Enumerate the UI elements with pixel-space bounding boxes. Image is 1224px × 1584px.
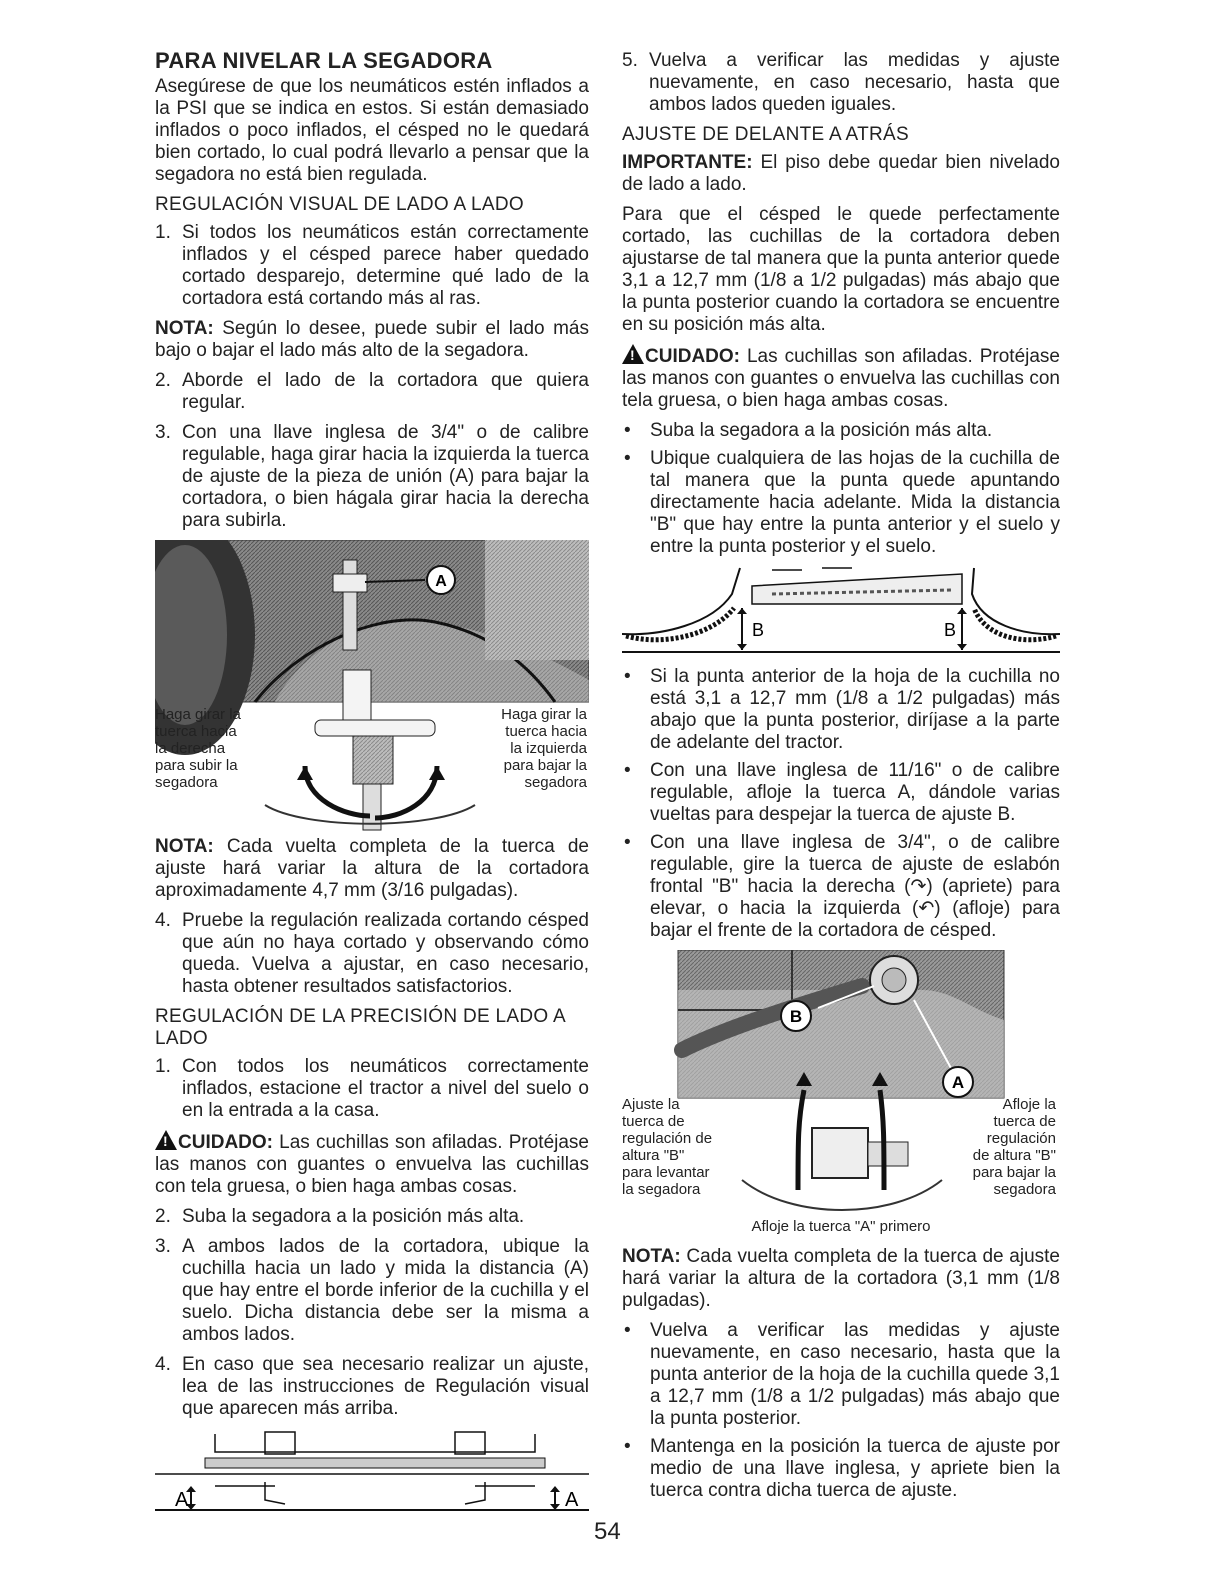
important-label: IMPORTANTE: — [622, 152, 753, 173]
bullet-text: Suba la segadora a la posición más alta. — [650, 420, 993, 441]
deck-front-back-diagram — [622, 564, 1060, 656]
steps-list-2 — [155, 370, 589, 532]
step-number: 1. — [155, 222, 171, 243]
bullet-marker: • — [624, 1436, 631, 1457]
callout-b-label: B — [789, 1007, 803, 1026]
measure-a-left: A — [175, 1489, 189, 1511]
bullet-item — [622, 760, 1060, 826]
bullet-list-3 — [622, 1320, 1060, 1502]
step-number: 3. — [155, 1236, 171, 1257]
note-text: Cada vuelta completa de la tuerca de ajuste hará variar la altura de la cortadora aproximadamente 4,7 mm (3/16 pulgadas). — [155, 836, 589, 901]
steps-list-4 — [155, 1056, 589, 1122]
note-text: Cada vuelta completa de la tuerca de ajuste hará variar la altura de la cortadora (3,1 mm (1/8 pulgadas). — [622, 1246, 1060, 1311]
warning-icon — [622, 344, 644, 364]
step-text: A ambos lados de la cortadora, ubique la cuchilla hacia un lado y mida la distancia (A) que hay entre el borde inferior de la cuchilla y el suelo. Dicha distancia debe ser la misma a ambos lados. — [182, 1236, 589, 1345]
numbered-step — [622, 50, 1060, 116]
page-number: 54 — [594, 1518, 621, 1545]
step-number: 2. — [155, 370, 171, 391]
bullet-item — [622, 420, 1060, 442]
step-text: En caso que sea necesario realizar un ajuste, lea de las instrucciones de Regulación visual que aparecen más arriba. — [182, 1354, 589, 1419]
important-note — [622, 152, 1060, 196]
bullet-list-1 — [622, 420, 1060, 558]
figure-side-measurement — [155, 1430, 589, 1512]
deck-side-diagram — [155, 1430, 589, 1512]
step-text: Pruebe la regulación realizada cortando césped que aún no haya cortado y observando cómo queda. Vuelva a ajustar, en caso necesario, hasta obtener resultados satisfactorios. — [182, 910, 589, 997]
numbered-step — [155, 1236, 589, 1346]
caption-raise-mower: Ajuste la tuerca de regulación de altura "B" para levantar la segadora — [622, 1096, 713, 1198]
bullet-text: Vuelva a verificar las medidas y ajuste nuevamente, en caso necesario, hasta que la punta anterior de la hoja de la cuchilla quede 3,1 a 12,7 mm (1/8 a 1/2 pulgadas) más abajo que la punta posterior. — [650, 1320, 1060, 1429]
step-text: Vuelva a verificar las medidas y ajuste nuevamente, en caso necesario, hasta que ambos lados queden iguales. — [649, 50, 1060, 115]
bullet-marker: • — [624, 666, 631, 687]
bullet-list-2 — [622, 666, 1060, 942]
warning-icon — [155, 1130, 177, 1150]
bullet-item — [622, 1436, 1060, 1502]
bullet-text: Si la punta anterior de la hoja de la cuchilla no está 3,1 a 12,7 mm (1/8 a 1/2 pulgadas) más abajo que la punta posterior, diríjase a la parte de adelante del tractor. — [650, 666, 1060, 753]
bullet-item — [622, 666, 1060, 754]
step-text: Si todos los neumáticos están correctamente inflados y el césped parece haber quedado cortado desparejo, determine qué lado de la cortadora está cortando más al ras. — [182, 222, 589, 309]
step-number: 2. — [155, 1206, 171, 1227]
bullet-marker: • — [624, 832, 631, 853]
numbered-step — [155, 222, 589, 310]
caption-turn-right: Haga girar la tuerca hacia la derecha para subir la segadora — [155, 706, 241, 791]
numbered-step — [155, 422, 589, 532]
steps-list-3 — [155, 910, 589, 998]
bullet-marker: • — [624, 1320, 631, 1341]
bullet-text: Con una llave inglesa de 11/16" o de calibre regulable, afloje la tuerca A, dándole varias vueltas para despejar la tuerca de ajuste B. — [650, 760, 1060, 825]
caution-label: CUIDADO: — [645, 346, 740, 367]
bullet-text: Ubique cualquiera de las hojas de la cuchilla de tal manera que la punta quede apuntando directamente hacia adelante. Mida la distancia "B" que hay entre la punta anterior y el suelo y entre la punta posterior y el suelo. — [650, 448, 1060, 557]
left-column — [155, 50, 589, 1512]
note-label: NOTA: — [622, 1246, 681, 1267]
callout-a-label: A — [951, 1073, 965, 1092]
blade-paragraph: Para que el césped le quede perfectamente cortado, las cuchillas de la cortadora deben ajustarse de tal manera que la punta anterior quede 3,1 a 12,7 mm (1/8 a 1/2 pulgadas) más abajo que la punta posterior cuando la cortadora se encuentre en su posición más alta. — [622, 204, 1060, 335]
bullet-item — [622, 448, 1060, 558]
caution-note — [622, 344, 1060, 412]
step-text: Suba la segadora a la posición más alta. — [182, 1206, 525, 1227]
bullet-item — [622, 832, 1060, 942]
measure-b-rear: B — [944, 620, 957, 640]
step-number: 5. — [622, 50, 638, 71]
figure-front-link-adjustment — [622, 950, 1060, 1240]
caution-note — [155, 1130, 589, 1198]
caption-lower-mower: Afloje la tuerca de regulación de altura "B" para bajar la segadora — [972, 1096, 1056, 1198]
important-text: El piso debe quedar bien nivelado de lado a lado. — [622, 152, 1060, 195]
measure-a-right: A — [565, 1489, 579, 1511]
step-text: Aborde el lado de la cortadora que quiera regular. — [182, 370, 589, 413]
note-text: Según lo desee, puede subir el lado más bajo o bajar el lado más alto de la segadora. — [155, 318, 589, 361]
steps-list-1 — [155, 222, 589, 310]
note-1 — [155, 318, 589, 362]
caution-label: CUIDADO: — [178, 1132, 273, 1153]
right-column — [622, 50, 1060, 1508]
front-back-heading: AJUSTE DE DELANTE A ATRÁS — [622, 124, 909, 145]
steps-list-top — [622, 50, 1060, 116]
numbered-step — [155, 910, 589, 998]
bullet-item — [622, 1320, 1060, 1430]
note-label: NOTA: — [155, 836, 214, 857]
bullet-marker: • — [624, 448, 631, 469]
callout-a-label: A — [435, 573, 447, 590]
steps-list-5 — [155, 1206, 589, 1420]
bullet-text: Con una llave inglesa de 3/4", o de calibre regulable, gire la tuerca de ajuste de eslabón frontal "B" hacia la derecha (↷) (apriete) para elevar, o hacia la izquierda (↶) (afloje) para bajar el frente de la cortadora de césped. — [650, 832, 1060, 941]
step-number: 1. — [155, 1056, 171, 1077]
figure-front-back-measurement — [622, 564, 1060, 656]
precision-heading: REGULACIÓN DE LA PRECISIÓN DE LADO A LADO — [155, 1006, 565, 1049]
bullet-text: Mantenga en la posición la tuerca de ajuste por medio de una llave inglesa, y apriete bien la tuerca contra dicha tuerca de ajuste. — [650, 1436, 1060, 1501]
section-title: PARA NIVELAR LA SEGADORA — [155, 48, 493, 73]
note-label: NOTA: — [155, 318, 214, 339]
note-2 — [155, 836, 589, 902]
step-text: Con una llave inglesa de 3/4" o de calibre regulable, haga girar hacia la izquierda la tuerca de ajuste de la pieza de unión (A) para bajar la cortadora, o bien hágala girar hacia la derecha para subirla. — [182, 422, 589, 531]
note-3 — [622, 1246, 1060, 1312]
caption-turn-left: Haga girar la tuerca hacia la izquierda para bajar la segadora — [501, 706, 587, 791]
figure-adjustment-nut — [155, 540, 589, 832]
step-number: 4. — [155, 910, 171, 931]
caution-text: Las cuchillas son afiladas. Protéjase las manos con guantes o envuelva las cuchillas con tela gruesa, o bien haga ambas cosas. — [622, 346, 1060, 411]
bullet-marker: • — [624, 420, 631, 441]
bullet-marker: • — [624, 760, 631, 781]
numbered-step — [155, 1056, 589, 1122]
step-number: 3. — [155, 422, 171, 443]
step-text: Con todos los neumáticos correctamente inflados, estacione el tractor a nivel del suelo o en la entrada a la casa. — [182, 1056, 589, 1121]
step-number: 4. — [155, 1354, 171, 1375]
intro-paragraph: Asegúrese de que los neumáticos estén inflados a la PSI que se indica en estos. Si están demasiado inflados o poco inflados, el césped no le quedará bien cortado, lo cual podrá llevarlo a pensar que la segadora no está bien regulada. — [155, 76, 589, 185]
numbered-step — [155, 1354, 589, 1420]
numbered-step — [155, 370, 589, 414]
numbered-step — [155, 1206, 589, 1228]
caution-text: Las cuchillas son afiladas. Protéjase las manos con guantes o envuelva las cuchillas con tela gruesa, o bien haga ambas cosas. — [155, 1132, 589, 1197]
measure-b-front: B — [752, 620, 765, 640]
visual-adjust-heading: REGULACIÓN VISUAL DE LADO A LADO — [155, 194, 524, 215]
caption-loosen-nut-a-first: Afloje la tuerca "A" primero — [751, 1218, 931, 1235]
